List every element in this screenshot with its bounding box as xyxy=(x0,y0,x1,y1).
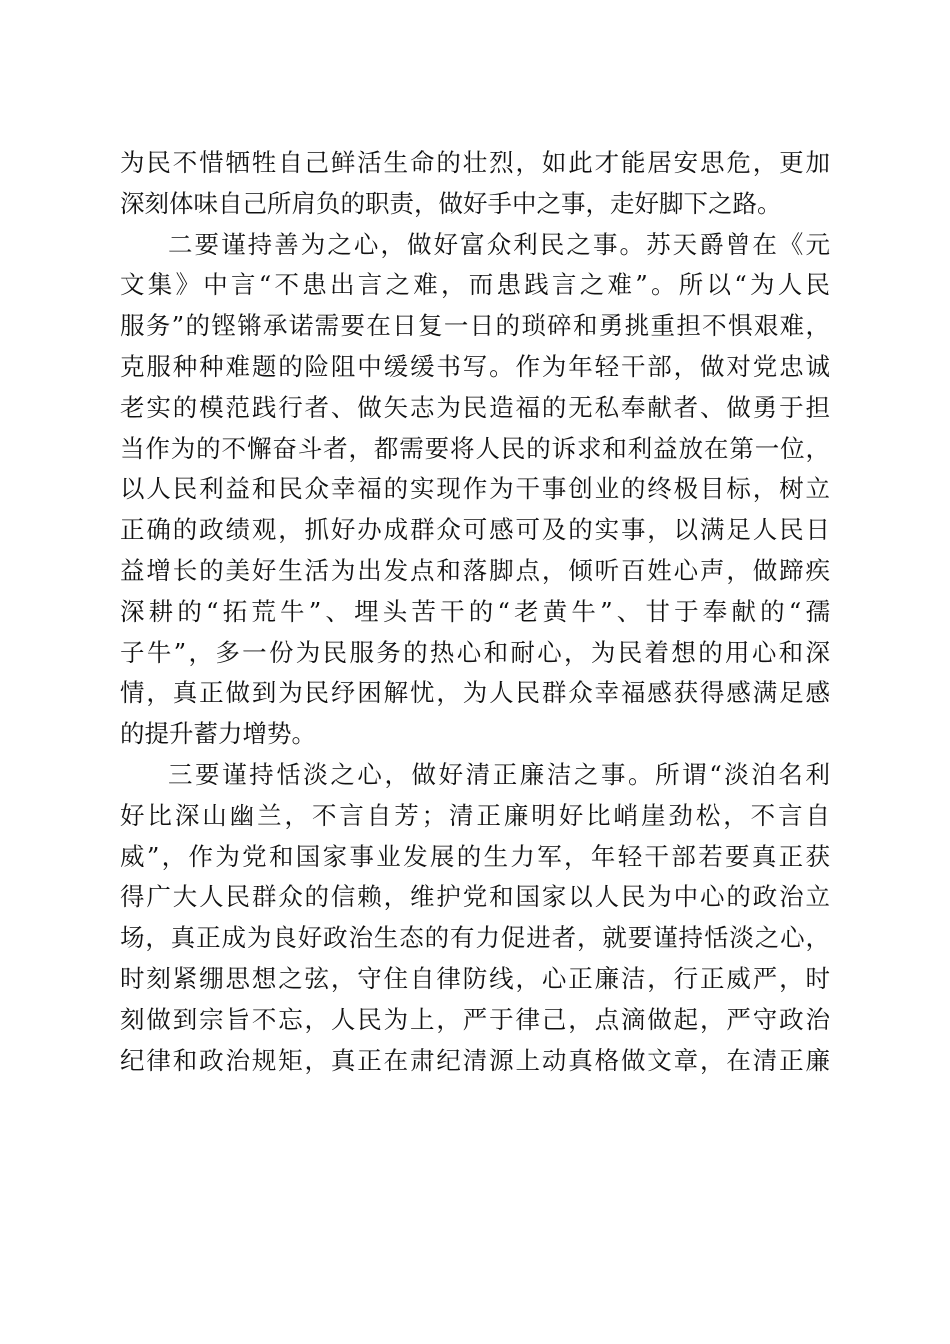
text-line: 深刻体味自己所肩负的职责，做好手中之事，走好脚下之路。 xyxy=(120,188,782,218)
text-line: 三要谨持恬淡之心，做好清正廉洁之事。所谓“淡泊名利 xyxy=(168,759,830,789)
text-line: 刻做到宗旨不忘，人民为上，严于律己，点滴做起，严守政治 xyxy=(120,1004,830,1034)
text-line: 威”，作为党和国家事业发展的生力军，年轻干部若要真正获 xyxy=(120,841,830,871)
paragraph-1 xyxy=(120,143,830,225)
text-line: 正确的政绩观，抓好办成群众可感可及的实事，以满足人民日 xyxy=(120,515,830,545)
text-line: 二要谨持善为之心，做好富众利民之事。苏天爵曾在《元 xyxy=(168,229,830,259)
paragraph-2 xyxy=(120,225,830,755)
text-line: 好比深山幽兰，不言自芳；清正廉明好比峭崖劲松，不言自 xyxy=(120,800,830,830)
text-line: 深耕的“拓荒牛”、埋头苦干的“老黄牛”、甘于奉献的“孺 xyxy=(120,596,830,626)
text-line: 为民不惜牺牲自己鲜活生命的壮烈，如此才能居安思危，更加 xyxy=(120,148,830,177)
text-line: 纪律和政治规矩，真正在肃纪清源上动真格做文章，在清正廉 xyxy=(120,1045,830,1075)
text-line: 克服种种难题的险阻中缓缓书写。作为年轻干部，做对党忠诚 xyxy=(120,351,830,381)
text-line: 得广大人民群众的信赖，维护党和国家以人民为中心的政治立 xyxy=(120,882,830,912)
text-line: 情，真正做到为民纾困解忧，为人民群众幸福感获得感满足感 xyxy=(120,678,830,708)
document-body xyxy=(120,143,830,1081)
text-line: 益增长的美好生活为出发点和落脚点，倾听百姓心声，做蹄疾 xyxy=(120,555,830,585)
paragraph-3 xyxy=(120,755,830,1081)
text-line: 的提升蓄力增势。 xyxy=(120,719,316,749)
text-line: 老实的模范践行者、做矢志为民造福的无私奉献者、做勇于担 xyxy=(120,392,830,422)
text-line: 以人民利益和民众幸福的实现作为干事创业的终极目标，树立 xyxy=(120,474,830,504)
text-line: 场，真正成为良好政治生态的有力促进者，就要谨持恬淡之心， xyxy=(120,923,830,953)
text-line: 服务”的铿锵承诺需要在日复一日的琐碎和勇挑重担不惧艰难， xyxy=(120,311,830,341)
text-line: 子牛”，多一份为民服务的热心和耐心，为民着想的用心和深 xyxy=(120,637,830,667)
text-line: 文集》中言“不患出言之难，而患践言之难”。所以“为人民 xyxy=(120,270,830,300)
text-line: 时刻紧绷思想之弦，守住自律防线，心正廉洁，行正威严，时 xyxy=(120,963,830,993)
text-line: 当作为的不懈奋斗者，都需要将人民的诉求和利益放在第一位， xyxy=(120,433,830,463)
